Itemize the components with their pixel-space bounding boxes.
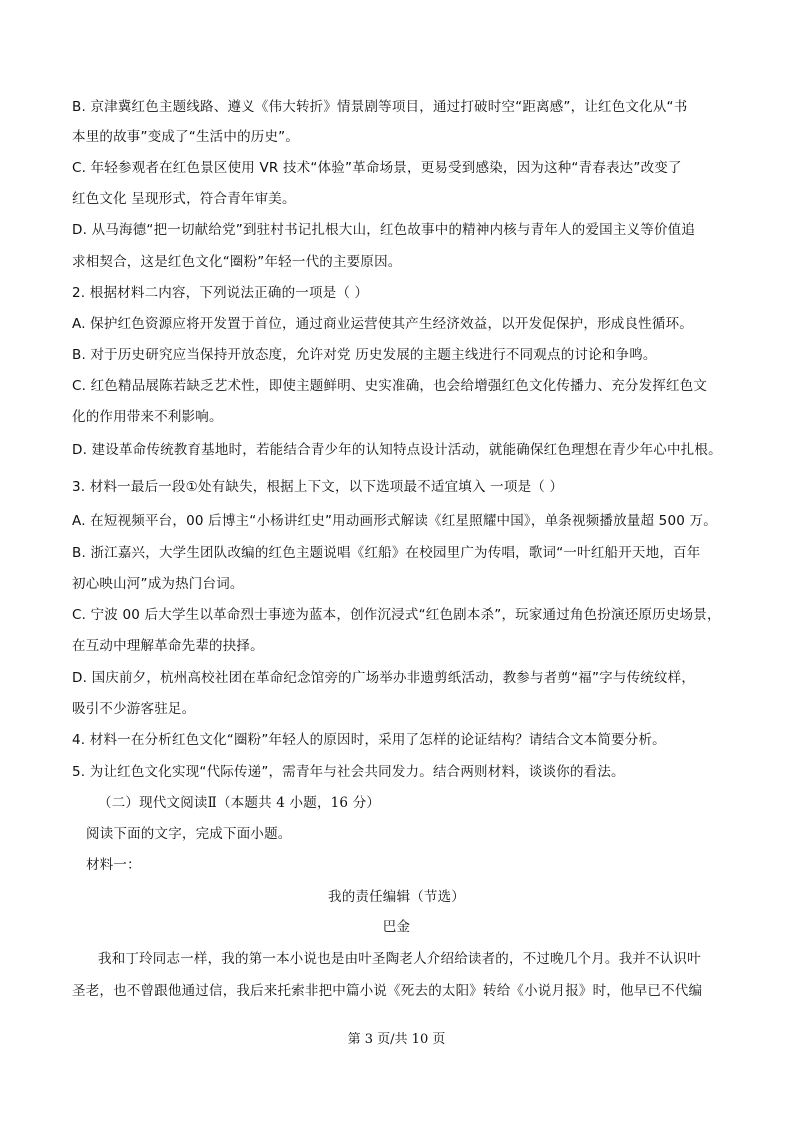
- q3-option-b-line-1: B. 浙江嘉兴，大学生团队改编的红色主题说唱《红船》在校园里广为传唱，歌词“一叶红船开天地，百年: [72, 545, 701, 561]
- section-heading: （二）现代文阅读Ⅱ（本题共 4 小题，16 分）: [98, 795, 381, 811]
- q2-option-b: B. 对于历史研究应当保持开放态度，允许对党 历史发展的主题主线进行不同观点的讨论和争鸣。: [72, 347, 657, 363]
- option-d-line-2: 求相契合，这是红色文化“圈粉”年轻一代的主要原因。: [72, 254, 402, 270]
- option-c-line-1: C. 年轻参观者在红色景区使用 VR 技术“体验”革命场景，更易受到感染，因为这种“青春表达”改变了: [72, 160, 682, 176]
- article-paragraph-line-2: 圣老，也不曾跟他通过信，我后来托索非把中篇小说《死去的太阳》转给《小说月报》时，他早已不代编: [72, 983, 703, 999]
- q2-option-a: A. 保护红色资源应将开发置于首位，通过商业运营使其产生经济效益，以开发促保护，形成良性循环。: [72, 316, 693, 332]
- question-5: 5. 为让红色文化实现“代际传递”，需青年与社会共同发力。结合两则材料，谈谈你的看法。: [72, 764, 625, 780]
- article-paragraph-line-1: 我和丁玲同志一样，我的第一本小说也是由叶圣陶老人介绍给读者的，不过晚几个月。我并不认识叶: [98, 951, 701, 967]
- q2-option-c-line-1: C. 红色精品展陈若缺乏艺术性，即使主题鲜明、史实准确，也会给增强红色文化传播力、充分发挥红色文: [72, 378, 708, 394]
- option-c-line-2: 红色文化 呈现形式，符合青年审美。: [72, 191, 296, 207]
- q3-option-c-line-2: 在互动中理解革命先辈的抉择。: [72, 638, 264, 654]
- q2-option-d: D. 建设革命传统教育基地时，若能结合青少年的认知特点设计活动，就能确保红色理想在青少年心中扎根。: [72, 442, 722, 458]
- q3-option-b-line-2: 初心映山河”成为热门台词。: [72, 576, 244, 592]
- article-author: 巴金: [382, 919, 411, 935]
- option-b-line-2: 本里的故事”变成了“生活中的历史”。: [72, 129, 300, 145]
- option-b-line-1: B. 京津冀红色主题线路、遵义《伟大转折》情景剧等项目，通过打破时空“距离感”，让红色文化从“书: [72, 99, 688, 115]
- reading-instruction: 阅读下面的文字，完成下面小题。: [86, 826, 292, 842]
- question-3: 3. 材料一最后一段①处有缺失，根据上下文，以下选项最不适宜填入 一项是（ ）: [72, 479, 564, 495]
- q3-option-a: A. 在短视频平台，00 后博主“小杨讲红史”用动画形式解读《红星照耀中国》，单条视频播放量超 500 万。: [72, 513, 717, 529]
- page-number-footer: 第 3 页/共 10 页: [347, 1032, 446, 1047]
- material-label: 材料一：: [86, 857, 141, 873]
- q3-option-d-line-2: 吸引不少游客驻足。: [72, 701, 196, 717]
- option-d-line-1: D. 从马海德“把一切献给党”到驻村书记扎根大山，红色故事中的精神内核与青年人的爱国主义等价值追: [72, 222, 696, 238]
- q3-option-d-line-1: D. 国庆前夕，杭州高校社团在革命纪念馆旁的广场举办非遗剪纸活动，教参与者剪“福”字与传统纹样，: [72, 670, 696, 686]
- question-4: 4. 材料一在分析红色文化“圈粉”年轻人的原因时，采用了怎样的论证结构？请结合文本简要分析。: [72, 732, 666, 748]
- q2-option-c-line-2: 化的作用带来不利影响。: [72, 409, 223, 425]
- article-title: 我的责任编辑（节选）: [328, 889, 465, 905]
- question-2: 2. 根据材料二内容，下列说法正确的一项是（ ）: [72, 285, 369, 301]
- q3-option-c-line-1: C. 宁波 00 后大学生以革命烈士事迹为蓝本，创作沉浸式“红色剧本杀”，玩家通过角色扮演还原历史场景，: [72, 607, 721, 623]
